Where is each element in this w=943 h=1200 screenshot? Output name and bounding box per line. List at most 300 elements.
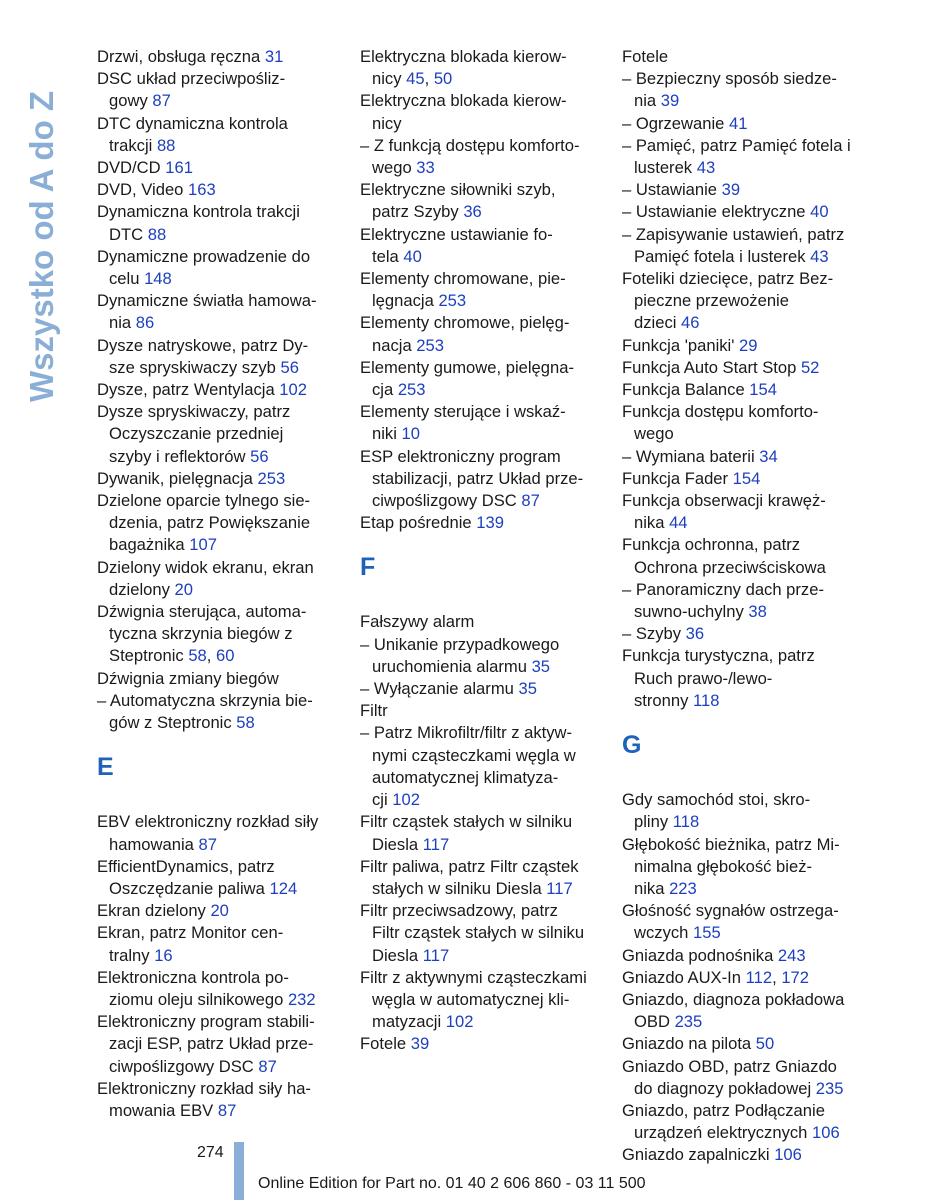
index-entry-line (360, 468, 600, 490)
index-entry (97, 246, 337, 290)
index-entry-line (622, 335, 862, 357)
page-reference-link[interactable]: 87 (198, 834, 217, 854)
entry-text: nia (109, 313, 136, 333)
entry-text: Filtr przeciwsadzowy, patrz (360, 901, 558, 921)
entry-text: Elektroniczny rozkład siły ha- (97, 1078, 311, 1098)
entry-text: Elementy chromowe, pielęg- (360, 313, 570, 333)
index-entry (360, 268, 600, 312)
entry-text: Funkcja obserwacji krawęż- (622, 491, 826, 511)
page-reference-link[interactable]: 39 (660, 91, 680, 111)
index-entry-line (97, 834, 337, 856)
entry-text: nacja (372, 335, 417, 355)
index-entry (97, 811, 337, 855)
entry-text: mowania EBV (109, 1100, 218, 1120)
entry-text: Funkcja Balance (622, 380, 750, 400)
entry-text: , (424, 69, 434, 89)
index-entry (622, 446, 862, 468)
page-reference-link[interactable]: 33 (416, 158, 435, 178)
index-entry-line (622, 922, 862, 944)
page-reference-link[interactable]: 87 (258, 1056, 277, 1076)
page-reference-link[interactable]: 154 (732, 468, 761, 488)
index-entry-line (97, 690, 337, 712)
entry-text: lęgnacja (372, 291, 439, 311)
index-entry-line (622, 312, 862, 334)
page-reference-link[interactable]: 148 (144, 269, 172, 289)
footer-accent-bar (234, 1142, 244, 1200)
page-reference-link[interactable]: 117 (422, 945, 450, 965)
page-reference-link[interactable]: 46 (681, 313, 700, 333)
index-entry (622, 357, 862, 379)
index-entry-line (622, 468, 862, 490)
index-entry-line (360, 656, 600, 678)
index-entry-line (97, 1100, 337, 1122)
page-reference-link[interactable]: 39 (721, 180, 741, 200)
entry-text: DSC układ przeciwpośliz- (97, 69, 286, 89)
index-entry-line (622, 113, 862, 135)
page-reference-link[interactable]: 117 (546, 878, 573, 898)
index-entry (360, 634, 600, 678)
index-entry-line (97, 557, 337, 579)
index-entry (97, 601, 337, 668)
page-reference-link[interactable]: 56 (280, 357, 299, 377)
entry-text: nicy (372, 113, 402, 133)
index-entry-line (622, 668, 862, 690)
index-entry (622, 201, 862, 223)
index-entry-line (97, 157, 337, 179)
page-reference-link[interactable]: 106 (774, 1145, 802, 1165)
index-entry (97, 1078, 337, 1122)
page-reference-link[interactable]: 223 (669, 878, 697, 898)
entry-text: – Automatyczna skrzynia bie- (97, 690, 313, 710)
index-entry-line (97, 601, 337, 623)
page-reference-link[interactable]: 253 (438, 291, 467, 311)
page-reference-link[interactable]: 20 (210, 901, 229, 921)
index-entry-line (360, 700, 600, 722)
page-reference-link[interactable]: 243 (777, 945, 806, 965)
index-entry-line (360, 46, 600, 68)
entry-text: – Zapisywanie ustawień, patrz (622, 224, 845, 244)
entry-text: ESP elektroniczny program (360, 446, 561, 466)
page-reference-link[interactable]: 155 (693, 923, 721, 943)
index-entry-line (622, 1011, 862, 1033)
index-entry-line (360, 922, 600, 944)
index-entry-line (97, 446, 337, 468)
index-entry (622, 68, 862, 112)
index-entry (360, 611, 600, 633)
entry-text: Dysze spryskiwaczy, patrz (97, 402, 291, 422)
index-entry-line (97, 967, 337, 989)
page-reference-link[interactable]: 31 (264, 47, 284, 66)
index-entry (97, 1011, 337, 1078)
entry-text: OBD (634, 1012, 675, 1032)
page-reference-link[interactable]: 124 (269, 878, 298, 898)
entry-text: nicy (372, 69, 407, 89)
index-entry (97, 490, 337, 557)
page-reference-link[interactable]: 40 (810, 202, 829, 222)
index-entry-line (622, 601, 862, 623)
page-reference-link[interactable]: 40 (403, 246, 422, 266)
index-entry-line (97, 90, 337, 112)
entry-text: gów z Steptronic (109, 713, 237, 733)
index-entry-line (622, 1078, 862, 1100)
index-entry (360, 512, 600, 534)
index-entry (360, 811, 600, 855)
index-entry-line (360, 379, 600, 401)
index-entry (622, 1144, 862, 1166)
index-entry (622, 1033, 862, 1055)
index-entry (97, 856, 337, 900)
index-entry-line (97, 179, 337, 201)
page-reference-link[interactable]: 58 (236, 713, 255, 733)
index-entry-line (622, 423, 862, 445)
page-reference-link[interactable]: 38 (748, 602, 767, 622)
index-entry-line (97, 468, 337, 490)
page-reference-link[interactable]: 172 (781, 967, 809, 987)
section-spacer (360, 601, 600, 611)
index-entry-line (97, 712, 337, 734)
index-entry-line (360, 1011, 600, 1033)
index-entry-line (360, 201, 600, 223)
index-entry (360, 357, 600, 401)
page-reference-link[interactable]: 44 (669, 513, 688, 533)
entry-text: Gniazdo OBD, patrz Gniazdo (622, 1056, 837, 1076)
entry-text: EfficientDynamics, patrz (97, 856, 275, 876)
index-entry-line (97, 423, 337, 445)
page-reference-link[interactable]: 20 (174, 579, 193, 599)
index-entry-line (97, 1033, 337, 1055)
index-entry (97, 967, 337, 1011)
entry-text: Dzielone oparcie tylnego sie- (97, 491, 311, 511)
page-reference-link[interactable]: 52 (800, 357, 820, 377)
index-entry (622, 1056, 862, 1100)
page-reference-link[interactable]: 43 (810, 246, 829, 266)
entry-text: hamowania (109, 834, 199, 854)
index-entry-line (622, 989, 862, 1011)
page-reference-link[interactable]: 36 (463, 202, 482, 222)
entry-text: Filtr z aktywnymi cząsteczkami (360, 967, 587, 987)
page-reference-link[interactable]: 87 (152, 91, 171, 111)
index-entry (360, 1033, 600, 1055)
entry-text: Gniazdo, diagnoza pokładowa (622, 989, 845, 1009)
entry-text: Filtr paliwa, patrz Filtr cząstek (360, 856, 579, 876)
index-entry-line (622, 623, 862, 645)
entry-text: Fotele (360, 1034, 411, 1054)
entry-text: , (772, 967, 782, 987)
index-entry (97, 668, 337, 690)
entry-text: tralny (109, 945, 155, 965)
entry-text: matyzacji (372, 1012, 446, 1032)
index-entry (360, 900, 600, 967)
index-entry-line (97, 534, 337, 556)
entry-text: DVD, Video (97, 180, 189, 200)
index-entry (97, 68, 337, 112)
index-entry-line (360, 1033, 600, 1055)
index-entry (97, 201, 337, 245)
index-entry (622, 1100, 862, 1144)
index-column-3 (622, 46, 862, 1167)
page-reference-link[interactable]: 58 (188, 646, 207, 666)
page-reference-link[interactable]: 102 (445, 1012, 474, 1032)
entry-text: nia (634, 91, 661, 111)
entry-text: wego (372, 158, 417, 178)
page-reference-link[interactable]: 235 (815, 1078, 844, 1098)
entry-text: Elementy sterujące i wskaź- (360, 402, 566, 422)
index-entry-line (97, 811, 337, 833)
page-reference-link[interactable]: 154 (749, 380, 777, 400)
index-entry-line (622, 401, 862, 423)
entry-text: – Unikanie przypadkowego (360, 634, 560, 654)
page-reference-link[interactable]: 161 (165, 158, 193, 178)
page-reference-link[interactable]: 106 (812, 1123, 840, 1143)
index-entry (360, 224, 600, 268)
page-reference-link[interactable]: 34 (759, 446, 778, 466)
index-entry-line (97, 490, 337, 512)
index-entry (622, 46, 862, 68)
entry-text: Elektryczna blokada kierow- (360, 91, 567, 111)
index-entry-line (622, 1122, 862, 1144)
index-entry (622, 623, 862, 645)
index-entry-line (360, 490, 600, 512)
index-entry-line (360, 290, 600, 312)
index-entry-line (622, 534, 862, 556)
entry-text: Diesla (372, 834, 423, 854)
entry-text: stronny (634, 690, 694, 710)
index-entry (360, 446, 600, 513)
index-entry-line (97, 989, 337, 1011)
index-entry-line (622, 246, 862, 268)
entry-text: węgla w automatycznej kli- (372, 989, 570, 1009)
page-reference-link[interactable]: 35 (531, 656, 551, 676)
page-reference-link[interactable]: 35 (518, 679, 537, 699)
index-entry-line (97, 856, 337, 878)
section-spacer (97, 801, 337, 811)
entry-text: DTC dynamiczna kontrola (97, 113, 288, 133)
index-entry-line (97, 357, 337, 379)
index-entry-line (97, 1056, 337, 1078)
index-entry (360, 90, 600, 134)
entry-text: uruchomienia alarmu (372, 656, 532, 676)
index-entry (622, 645, 862, 712)
index-entry-line (360, 157, 600, 179)
index-entry (622, 989, 862, 1033)
page-reference-link[interactable]: 10 (401, 424, 420, 444)
page-reference-link[interactable]: 112 (745, 967, 773, 987)
entry-text: Funkcja 'paniki' (622, 335, 740, 355)
entry-text: stałych w silniku Diesla (372, 878, 547, 898)
index-column-2 (360, 46, 600, 1056)
page-reference-link[interactable]: 60 (216, 646, 235, 666)
entry-text: nymi cząsteczkami węgla w (372, 745, 576, 765)
page-reference-link[interactable]: 107 (189, 535, 217, 555)
index-entry-line (622, 1144, 862, 1166)
index-entry-line (97, 246, 337, 268)
page-reference-link[interactable]: 253 (397, 380, 426, 400)
index-entry (622, 268, 862, 335)
entry-text: celu (109, 269, 145, 289)
index-entry-line (360, 634, 600, 656)
index-entry (97, 690, 337, 734)
page-reference-link[interactable]: 45 (406, 69, 425, 89)
page-reference-link[interactable]: 118 (672, 812, 700, 832)
page-reference-link[interactable]: 88 (147, 224, 167, 244)
index-entry-line (97, 268, 337, 290)
page-reference-link[interactable]: 139 (476, 513, 504, 533)
index-entry-line (360, 268, 600, 290)
page-reference-link[interactable]: 50 (755, 1034, 775, 1054)
index-entry-line (622, 811, 862, 833)
index-entry-line (622, 90, 862, 112)
index-entry-line (622, 135, 862, 157)
page-reference-link[interactable]: 163 (188, 180, 216, 200)
index-entry (622, 534, 862, 578)
index-entry-line (622, 46, 862, 68)
entry-text: Funkcja Fader (622, 468, 733, 488)
index-entry-line (622, 645, 862, 667)
entry-text: nika (634, 878, 670, 898)
index-entry (360, 856, 600, 900)
page-reference-link[interactable]: 88 (156, 135, 176, 155)
index-entry-line (97, 945, 337, 967)
index-entry-line (622, 967, 862, 989)
entry-text: wczych (634, 923, 694, 943)
footer-edition-text: Online Edition for Part no. 01 40 2 606 860 - 03 11 500 (258, 1175, 646, 1192)
index-entry (622, 135, 862, 179)
index-entry (622, 379, 862, 401)
entry-text: Gniazda podnośnika (622, 945, 778, 965)
index-entry-line (360, 401, 600, 423)
index-entry-line (360, 135, 600, 157)
entry-text: Dysze, patrz Wentylacja (97, 380, 280, 400)
index-entry (360, 135, 600, 179)
index-entry (97, 900, 337, 922)
page-reference-link[interactable]: 102 (279, 380, 307, 400)
index-entry-line (360, 113, 600, 135)
index-entry-line (622, 900, 862, 922)
index-entry-line (360, 423, 600, 445)
index-entry (360, 967, 600, 1034)
entry-text: pliny (634, 812, 673, 832)
entry-text: Elektryczne siłowniki szyb, (360, 180, 556, 200)
entry-text: Diesla (372, 945, 423, 965)
index-entry (97, 922, 337, 966)
index-entry-line (622, 945, 862, 967)
page-reference-link[interactable]: 253 (257, 468, 286, 488)
entry-text: sze spryskiwaczy szyb (109, 357, 281, 377)
entry-text: ziomu oleju silnikowego (109, 989, 288, 1009)
entry-text: Dźwignia sterująca, automa- (97, 602, 307, 622)
entry-text: Ruch prawo-/lewo- (634, 668, 773, 688)
page-reference-link[interactable]: 235 (674, 1012, 703, 1032)
index-entry-line (360, 722, 600, 744)
page-reference-link[interactable]: 56 (250, 446, 269, 466)
index-entry-line (97, 335, 337, 357)
entry-text: nimalna głębokość bież- (634, 856, 813, 876)
page-reference-link[interactable]: 102 (392, 790, 420, 810)
page-reference-link[interactable]: 50 (433, 69, 453, 89)
index-entry-line (622, 789, 862, 811)
page-reference-link[interactable]: 87 (217, 1100, 237, 1120)
entry-text: suwno-uchylny (634, 602, 749, 622)
page-reference-link[interactable]: 253 (416, 335, 444, 355)
index-entry-line (97, 224, 337, 246)
index-entry-line (360, 357, 600, 379)
index-entry (360, 46, 600, 90)
entry-text: automatycznej klimatyza- (372, 767, 559, 787)
page-reference-link[interactable]: 87 (521, 491, 540, 511)
index-entry-line (622, 856, 862, 878)
index-entry-line (360, 678, 600, 700)
page-reference-link[interactable]: 118 (693, 690, 720, 710)
index-entry-line (622, 446, 862, 468)
index-entry-line (622, 1056, 862, 1078)
index-entry (97, 179, 337, 201)
entry-text: – Ustawianie (622, 180, 722, 200)
index-entry-line (360, 179, 600, 201)
entry-text: Ekran dzielony (97, 901, 211, 921)
index-entry (622, 967, 862, 989)
index-entry-line (97, 900, 337, 922)
entry-text: – Szyby (622, 624, 686, 644)
entry-text: urządzeń elektrycznych (634, 1123, 813, 1143)
entry-text: Fałszywy alarm (360, 612, 475, 632)
index-entry-line (622, 557, 862, 579)
entry-text: ciwpoślizgowy DSC (109, 1056, 259, 1076)
entry-text: Dynamiczne prowadzenie do (97, 246, 311, 266)
page-reference-link[interactable]: 39 (410, 1034, 430, 1054)
entry-text: Gdy samochód stoi, skro- (622, 790, 811, 810)
index-entry-line (360, 945, 600, 967)
entry-text: Ekran, patrz Monitor cen- (97, 923, 284, 943)
index-entry (622, 945, 862, 967)
page-reference-link[interactable]: 29 (739, 335, 758, 355)
page-reference-link[interactable]: 43 (696, 158, 716, 178)
entry-text: Elektroniczny program stabili- (97, 1012, 315, 1032)
entry-text: DVD/CD (97, 158, 166, 178)
section-spacer (622, 779, 862, 789)
entry-text: Pamięć fotela i lusterek (634, 246, 811, 266)
entry-text: do diagnozy pokładowej (634, 1078, 816, 1098)
page-reference-link[interactable]: 41 (729, 113, 748, 133)
entry-text: Funkcja ochronna, patrz (622, 535, 801, 555)
index-entry-line (622, 357, 862, 379)
entry-text: Dywanik, pielęgnacja (97, 468, 258, 488)
entry-text: – Panoramiczny dach prze- (622, 579, 824, 599)
index-entry-line (97, 1011, 337, 1033)
entry-text: Elektryczne ustawianie fo- (360, 224, 553, 244)
page-reference-link[interactable]: 86 (135, 313, 155, 333)
entry-text: Ochrona przeciwściskowa (634, 557, 826, 577)
index-entry (360, 312, 600, 356)
page-reference-link[interactable]: 117 (422, 834, 450, 854)
index-entry-line (360, 68, 600, 90)
entry-text: tyczna skrzynia biegów z (109, 624, 293, 644)
page-reference-link[interactable]: 16 (154, 945, 173, 965)
page-reference-link[interactable]: 36 (685, 624, 705, 644)
entry-text: bagażnika (109, 535, 190, 555)
page-reference-link[interactable]: 232 (287, 989, 316, 1009)
entry-text: – Wyłączanie alarmu (360, 679, 519, 699)
index-entry-line (97, 401, 337, 423)
entry-text: Dźwignia zmiany biegów (97, 668, 279, 688)
index-entry-line (97, 922, 337, 944)
entry-text: Elementy chromowane, pie- (360, 269, 566, 289)
index-entry (622, 490, 862, 534)
entry-text: Dzielony widok ekranu, ekran (97, 557, 314, 577)
entry-text: Oczyszczanie przedniej (109, 424, 284, 444)
index-entry-line (622, 1100, 862, 1122)
index-entry-line (360, 745, 600, 767)
index-entry-line (360, 90, 600, 112)
